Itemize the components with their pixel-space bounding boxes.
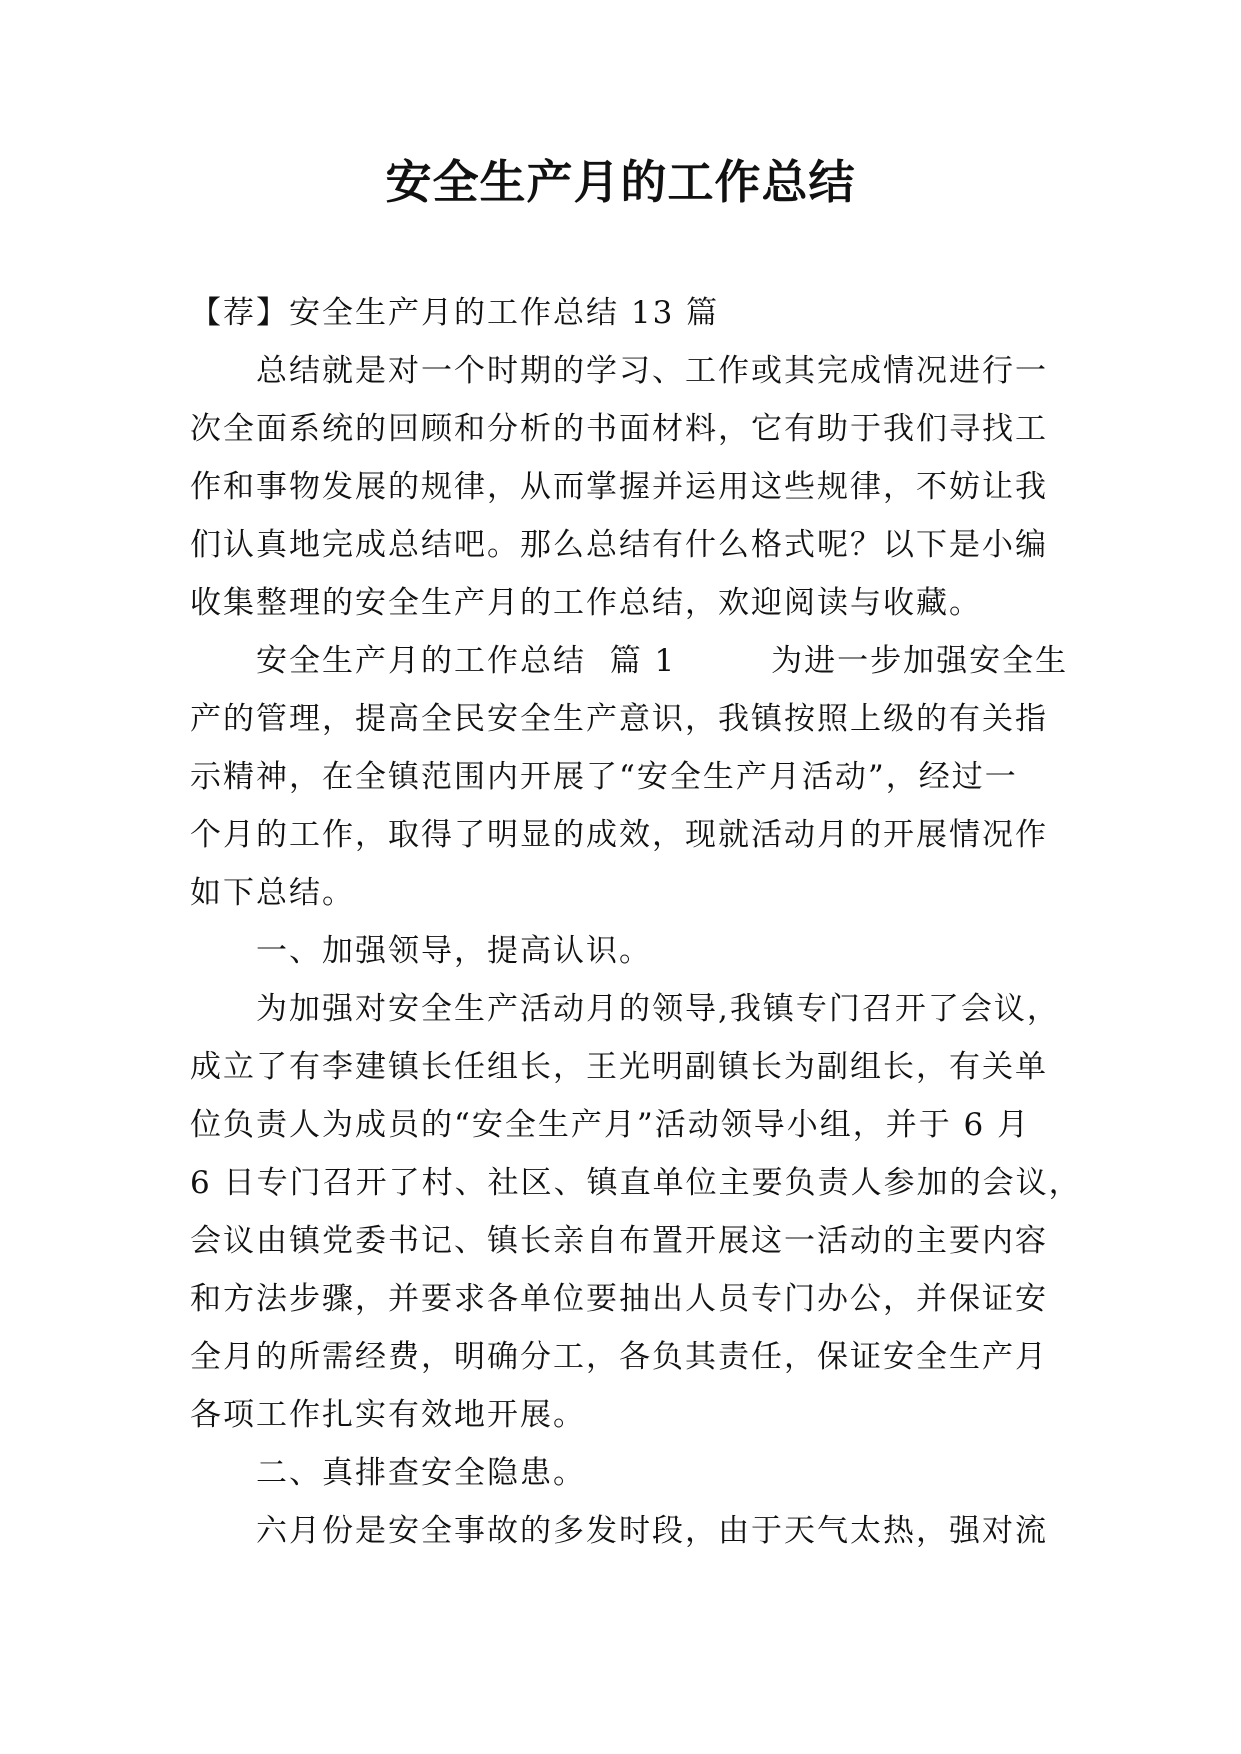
text-line: 【荐】安全生产月的工作总结 13 篇	[190, 295, 720, 331]
section-heading: 一、加强领导，提高认识。	[256, 933, 652, 969]
section-heading: 二、真排查安全隐患。	[256, 1455, 586, 1491]
text-line: 六月份是安全事故的多发时段，由于天气太热，强对流	[256, 1513, 1048, 1549]
text-line: 为加强对安全生产活动月的领导,我镇专门召开了会议，	[256, 991, 1060, 1027]
text-line: 产的管理，提高全民安全生产意识，我镇按照上级的有关指	[190, 701, 1048, 737]
text-line: 作和事物发展的规律，从而掌握并运用这些规律，不妨让我	[190, 469, 1048, 505]
text-line: 全月的所需经费，明确分工，各负其责任，保证安全生产月	[190, 1339, 1048, 1375]
text-line: 示精神，在全镇范围内开展了“安全生产月活动”，经过一	[190, 759, 1018, 795]
text-line: 次全面系统的回顾和分析的书面材料，它有助于我们寻找工	[190, 411, 1048, 447]
text-line: 们认真地完成总结吧。那么总结有什么格式呢？以下是小编	[190, 527, 1048, 563]
document-body	[190, 284, 1082, 1560]
document-title: 安全生产月的工作总结	[385, 155, 856, 209]
text-line: 6 日专门召开了村、社区、镇直单位主要负责人参加的会议，	[190, 1165, 1082, 1201]
text-line: 位负责人为成员的“安全生产月”活动领导小组，并于 6 月	[190, 1107, 1031, 1143]
text-line: 个月的工作，取得了明显的成效，现就活动月的开展情况作	[190, 817, 1048, 853]
text-line: 和方法步骤，并要求各单位要抽出人员专门办公，并保证安	[190, 1281, 1048, 1317]
text-line: 总结就是对一个时期的学习、工作或其完成情况进行一	[256, 353, 1048, 389]
text-line: 如下总结。	[190, 875, 355, 911]
text-line: 会议由镇党委书记、镇长亲自布置开展这一活动的主要内容	[190, 1223, 1048, 1259]
text-line: 安全生产月的工作总结 篇 1 为进一步加强安全生	[256, 643, 1069, 679]
text-line: 各项工作扎实有效地开展。	[190, 1397, 586, 1433]
text-line: 收集整理的安全生产月的工作总结，欢迎阅读与收藏。	[190, 585, 982, 621]
text-line: 成立了有李建镇长任组长，王光明副镇长为副组长，有关单	[190, 1049, 1048, 1085]
